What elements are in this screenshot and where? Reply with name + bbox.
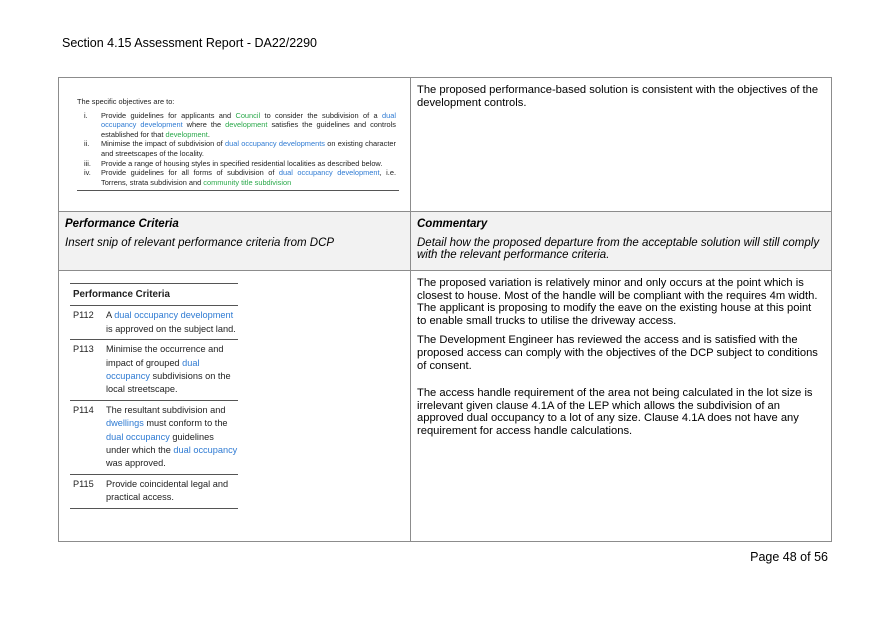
objectives-snip-cell — [59, 78, 411, 212]
criteria-description — [106, 343, 238, 397]
objective-text — [101, 159, 396, 169]
snip-divider — [77, 190, 399, 191]
objectives-list — [77, 111, 396, 188]
text-segment: Provide coincidental legal and practical access. — [106, 478, 229, 503]
text-segment: subdivisions on the local streetscape. — [106, 371, 231, 395]
text-segment: to consider the subdivision of a — [260, 110, 383, 120]
criteria-snip-cell — [59, 271, 411, 542]
report-header: Section 4.15 Assessment Report - DA22/2290 — [62, 36, 318, 50]
objective-number: iv. — [84, 168, 91, 178]
text-segment: . — [207, 129, 210, 139]
criteria-item — [70, 306, 238, 340]
objective-text — [101, 139, 396, 158]
text-segment: satisfies the guidelines and controls established for that — [101, 120, 396, 139]
text-segment: on existing character and streetscapes of the locality. — [101, 139, 396, 158]
defined-term-link: community title subdivision — [203, 177, 292, 187]
criteria-description — [106, 404, 238, 471]
criteria-item — [70, 475, 238, 509]
criteria-row — [59, 271, 832, 542]
criteria-item — [70, 340, 238, 401]
defined-term-link: dwellings — [106, 418, 144, 429]
criteria-item — [70, 401, 238, 475]
objectives-snip — [59, 78, 410, 191]
commentary-paragraph: The access handle requirement of the area not being calculated in the lot size is irrelevant given clause 4.1A of the LEP which allows the subdivision of an approved dual occupancy to a lot of any size. Clause 4.1A does not have any requirement for access handle calculations. — [417, 387, 813, 437]
criteria-code: P113 — [73, 344, 94, 355]
commentary-instruction: Detail how the proposed departure from the acceptable solution will still comply with the relevant performance criteria. — [417, 236, 820, 262]
performance-criteria-instruction: Insert snip of relevant performance criteria from DCP — [65, 236, 335, 249]
criteria-description — [106, 478, 238, 505]
defined-term-link: dual occupancy development — [278, 168, 380, 178]
text-segment: The resultant subdivision and — [106, 404, 226, 415]
objective-number: i. — [84, 110, 88, 120]
criteria-snip — [59, 271, 238, 509]
objective-number: ii. — [84, 139, 90, 149]
commentary-paragraph: The Development Engineer has reviewed the access and is satisfied with the proposed access can comply with the objectives of the DCP subject to conditions of consent. — [417, 334, 818, 372]
text-segment: Minimise the occurrence and impact of grouped — [106, 344, 224, 368]
text-segment: is approved on the subject land. — [106, 323, 236, 334]
page-number: Page 48 of 56 — [750, 550, 828, 564]
objective-text — [101, 168, 396, 187]
text-segment: must conform to the — [143, 418, 228, 429]
objectives-comment-cell — [411, 78, 832, 212]
objective-text — [101, 111, 396, 140]
text-segment: guidelines under which the — [106, 431, 214, 456]
performance-header-left — [59, 212, 411, 271]
defined-term-link: development — [225, 120, 268, 130]
defined-term-link: dual occupancy development — [114, 310, 234, 321]
performance-criteria-heading: Performance Criteria — [65, 218, 179, 230]
text-segment: where the — [182, 120, 226, 130]
text-segment: A — [106, 310, 115, 321]
commentary-paragraph: The proposed variation is relatively minor and only occurs at the point which is closest to house. Most of the handle will be compliant with the requires 4m width. The applicant is proposing to modify the eave on the existing house at this point to enable small trucks to utilise the driveway access. — [417, 277, 818, 327]
text-segment: Provide guidelines for applicants and — [101, 110, 236, 120]
performance-header-row — [59, 212, 832, 271]
objective-number: iii. — [84, 158, 91, 168]
text-segment: Provide guidelines for all forms of subdivision of — [101, 168, 279, 178]
commentary-cell — [411, 271, 832, 542]
defined-term-link: dual occupancy — [106, 431, 170, 442]
objective-item — [77, 168, 396, 187]
text-segment: Minimise the impact of subdivision of — [101, 139, 225, 149]
defined-term-link: Council — [235, 110, 261, 120]
text-segment: was approved. — [106, 458, 166, 469]
text-segment: , i.e. Torrens, strata subdivision and — [101, 168, 397, 187]
objective-item — [77, 139, 396, 158]
criteria-code: P114 — [73, 404, 94, 415]
criteria-description — [106, 309, 238, 336]
criteria-list — [70, 306, 238, 508]
criteria-snip-title: Performance Criteria — [70, 283, 238, 306]
defined-term-link: development — [165, 129, 208, 139]
objective-item — [77, 111, 396, 140]
defined-term-link: dual occupancy — [173, 445, 238, 456]
text-segment: Provide a range of housing styles in specified residential localities as described below. — [101, 158, 383, 168]
objectives-row — [59, 78, 832, 212]
defined-term-link: dual occupancy development — [101, 110, 396, 130]
criteria-code: P112 — [73, 310, 94, 321]
objective-item — [77, 159, 396, 169]
criteria-code: P115 — [73, 478, 94, 489]
defined-term-link: dual occupancy — [106, 357, 200, 382]
commentary-heading: Commentary — [417, 218, 488, 230]
performance-header-right — [411, 212, 832, 271]
objectives-intro: The specific objectives are to: — [77, 97, 175, 106]
defined-term-link: dual occupancy developments — [224, 139, 325, 149]
objectives-comment: The proposed performance-based solution is consistent with the objectives of the development controls. — [417, 84, 819, 109]
assessment-table — [58, 77, 832, 542]
